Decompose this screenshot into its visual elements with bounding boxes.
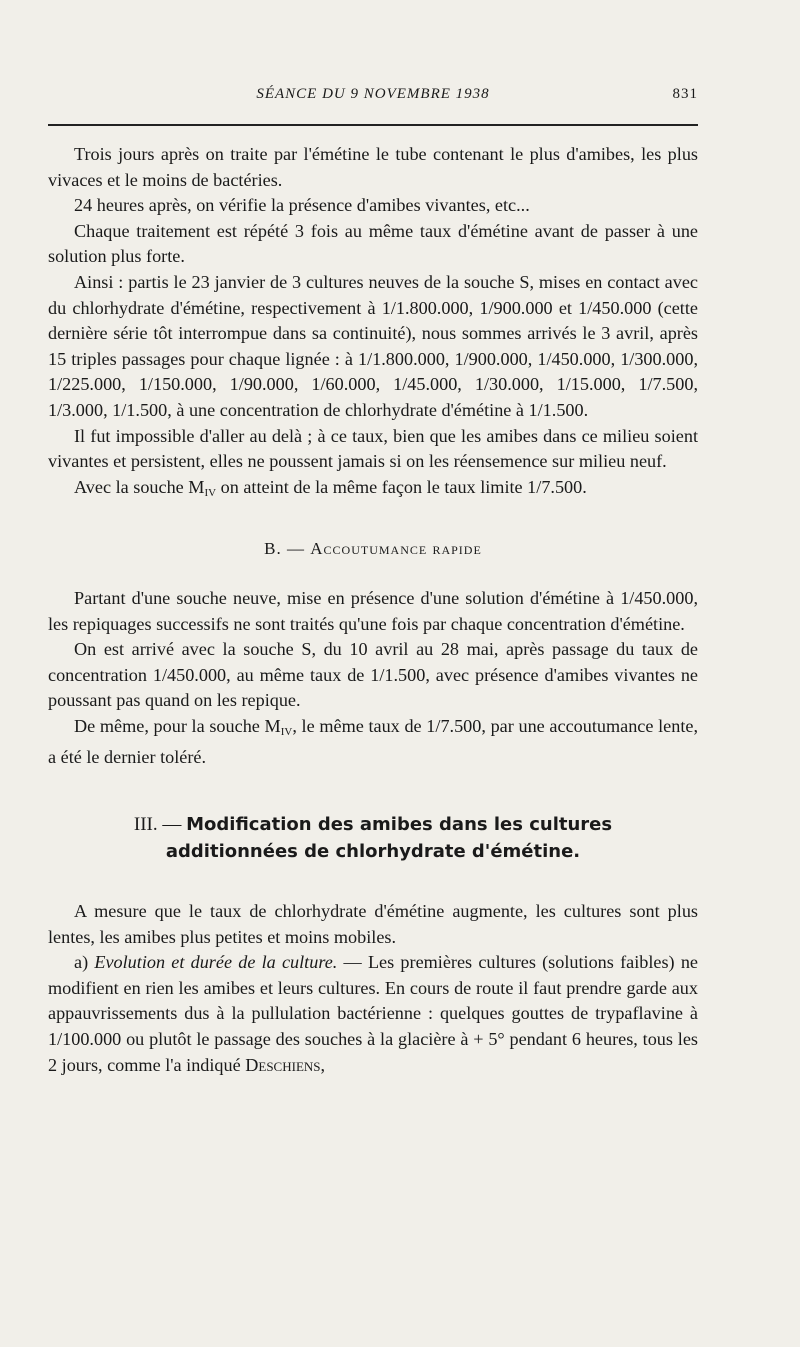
- subscript: IV: [204, 486, 217, 499]
- italic-heading: Evolution et durée de la culture.: [94, 952, 338, 973]
- paragraph: 24 heures après, on vérifie la présence d'amibes vivantes, etc...: [74, 195, 530, 216]
- header-rule: [48, 124, 698, 126]
- paragraph: A mesure que le taux de chlorhydrate d'émétine augmente, les cultures sont plus lentes, les amibes plus petites et moins mobiles.: [48, 901, 698, 947]
- paragraph: Ainsi : partis le 23 janvier de 3 cultures neuves de la souche S, mises en contact avec du chlorhydrate d'émétine, respectivement à 1/1.800.000, 1/900.000 et 1/450.000 (cette dernière série tôt interrompue dans sa continuité), nous sommes arrivés le 3 avril, après 15 triples passages pour chaque lignée : à 1/1.800.000, 1/900.000, 1/450.000, 1/300.000, 1/225.000, 1/150.000, 1/90.000, 1/60.000, 1/45.000, 1/30.000, 1/15.000, 1/7.500, 1/3.000, 1/1.500, à une concentration de chlorhydrate d'émétine à 1/1.500.: [48, 271, 698, 420]
- section-title: Accoutumance rapide: [310, 539, 482, 559]
- text-run: on atteint de la même façon le taux limite 1/7.500.: [216, 476, 587, 497]
- body-text: [48, 142, 698, 1078]
- section-title-line2: additionnées de chlorhydrate d'émétine.: [165, 841, 581, 863]
- running-header: [48, 86, 698, 114]
- section-title-line1: Modification des amibes dans les cultures: [186, 814, 613, 836]
- paragraph: On est arrivé avec la souche S, du 10 avril au 28 mai, après passage du taux de concentration 1/450.000, au même taux de 1/1.500, avec présence d'amibes vivantes ne poussant pas quand on les repique.: [48, 639, 698, 711]
- text-run: De même, pour la souche M: [74, 715, 281, 736]
- paragraph: [48, 950, 698, 1078]
- page-number: 831: [672, 86, 698, 102]
- text-run: , le même taux de 1/7.500, par une accoutumance lente, a été le dernier toléré.: [48, 715, 698, 768]
- header-title: SÉANCE DU 9 NOVEMBRE 1938: [256, 86, 490, 102]
- paragraph: [48, 475, 698, 507]
- subscript: IV: [280, 725, 293, 738]
- text-run: Avec la souche M: [74, 476, 205, 497]
- paragraph: Partant d'une souche neuve, mise en présence d'une solution d'émétine à 1/450.000, les repiquages successifs ne sont traités qu'une fois par chaque concentration d'émétine.: [48, 587, 698, 634]
- author-name: Deschiens: [245, 1054, 321, 1075]
- paragraph: Chaque traitement est répété 3 fois au même taux d'émétine avant de passer à une solution plus forte.: [48, 220, 698, 267]
- section-heading-iii: [48, 811, 698, 865]
- section-number: B. —: [264, 539, 311, 559]
- paragraph: [48, 714, 698, 771]
- paragraph: Il fut impossible d'aller au delà ; à ce taux, bien que les amibes dans ce milieu soient vivantes et persistent, elles ne poussent jamais si on les réensemence sur milieu neuf.: [48, 425, 698, 472]
- text-run: — Les premières cultures (solutions faibles) ne modifient en rien les amibes et leurs cultures. En cours de route il faut prendre garde aux appauvrissements dus à la pullulation bactérienne : quelques gouttes de trypaflavine à 1/100.000 ou plutôt le passage des souches à la glacière à + 5° pendant 6 heures, tous les 2 jours, comme l'a indiqué: [48, 952, 698, 1075]
- text-run: a): [74, 952, 95, 973]
- section-heading-b: [48, 536, 698, 562]
- paragraph: Trois jours après on traite par l'émétine le tube contenant le plus d'amibes, les plus vivaces et le moins de bactéries.: [48, 144, 698, 190]
- text-run: ,: [320, 1054, 326, 1075]
- book-page: [48, 86, 698, 1075]
- section-number: III. —: [133, 814, 187, 836]
